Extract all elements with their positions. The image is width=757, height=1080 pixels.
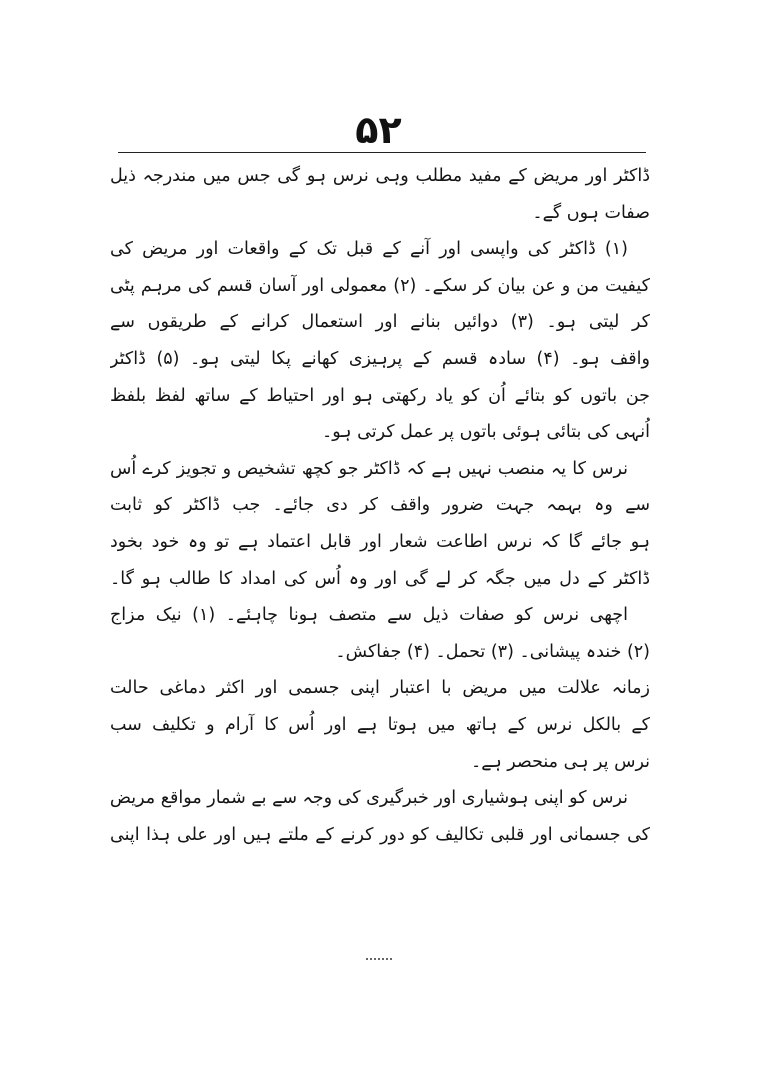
text-line-14: (۲) خندہ پیشانی۔ (۳) تحمل۔ (۴) جفاکش۔ (335, 641, 650, 662)
footer-mark (366, 958, 392, 964)
text-line-1: ڈاکٹر اور مریض کے مفید مطلب وہی نرس ہو گی جس میں مندرجہ ذیل (110, 166, 650, 186)
text-line-18: نرس کو اپنی ہوشیاری اور خبرگیری کی وجہ سے بے شمار مواقع مریض (110, 788, 628, 809)
text-line-2: صفات ہوں گے۔ (532, 202, 650, 223)
page-number: ۵۲ (355, 108, 402, 152)
header-rule (118, 152, 646, 153)
text-line-4: کیفیت من و عن بیان کر سکے۔ (۲) معمولی اور آسان قسم کی مرہم پٹی (110, 275, 650, 296)
text-line-5: کر لیتی ہو۔ (۳) دوائیں بنانے اور استعمال کرانے کے طریقوں سے (110, 312, 650, 333)
text-line-7: جن باتوں کو بتائے اُن کو یاد رکھتی ہو اور احتیاط کے ساتھ لفظ بلفظ (110, 385, 650, 406)
text-line-16: کے بالکل نرس کے ہاتھ میں ہوتا ہے اور اُس کا آرام و تکلیف سب (110, 714, 650, 735)
text-line-15: زمانہ علالت میں مریض با اعتبار اپنی جسمی اور اکثر دماغی حالت (110, 678, 650, 699)
text-line-8: اُنہی کی بتائی ہوئی باتوں پر عمل کرتی ہو۔ (322, 422, 650, 443)
text-line-6: واقف ہو۔ (۴) سادہ قسم کے پرہیزی کھانے پکا لیتی ہو۔ (۵) ڈاکٹر (110, 348, 650, 369)
text-line-11: ہو جائے گا کہ نرس اطاعت شعار اور قابل اعتماد ہے تو وہ خود بخود (110, 531, 650, 552)
text-line-19: کی جسمانی اور قلبی تکالیف کو دور کرنے کے ملتے ہیں اور علی ہذا اپنی (110, 824, 650, 845)
body-text (110, 158, 650, 853)
text-line-10: سے وہ بہمہ جہت ضرور واقف کر دی جائے۔ جب ڈاکٹر کو ثابت (110, 495, 650, 516)
text-line-9: نرس کا یہ منصب نہیں ہے کہ ڈاکٹر جو کچھ تشخیص و تجویز کرے اُس (110, 458, 628, 479)
text-line-17: نرس پر ہی منحصر ہے۔ (470, 751, 650, 772)
text-line-13: اچھی نرس کو صفات ذیل سے متصف ہونا چاہئے۔ (۱) نیک مزاج (110, 605, 628, 626)
text-line-12: ڈاکٹر کے دل میں جگہ کر لے گی اور وہ اُس کی امداد کا طالب ہو گا۔ (110, 568, 650, 589)
text-line-3: (۱) ڈاکٹر کی واپسی اور آنے کے قبل تک کے واقعات اور مریض کی (110, 239, 628, 260)
